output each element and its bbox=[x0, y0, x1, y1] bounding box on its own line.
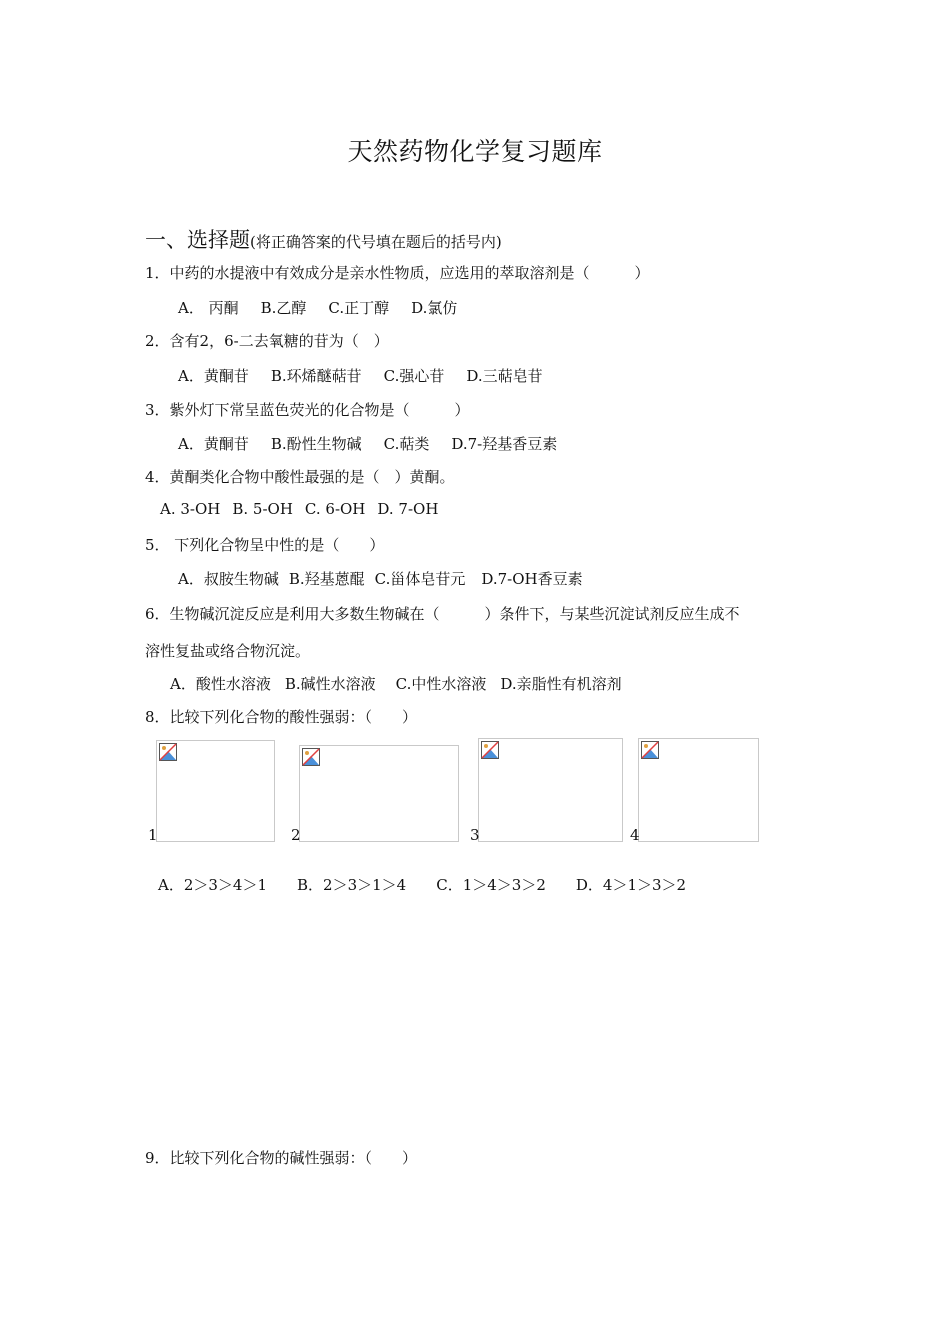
option: D.7-OH香豆素 bbox=[481, 570, 583, 588]
question-5-options bbox=[178, 568, 605, 589]
section-note: (将正确答案的代号填在题后的括号内) bbox=[250, 233, 502, 251]
option: D．4＞1＞3＞2 bbox=[575, 876, 687, 894]
option: A．黄酮苷 bbox=[178, 367, 249, 385]
broken-image-icon bbox=[641, 741, 659, 759]
question-8-stem: 8．比较下列化合物的酸性强弱：（ ） bbox=[145, 708, 418, 726]
question-3-stem: 3．紫外灯下常呈蓝色荧光的化合物是（ ） bbox=[145, 401, 470, 419]
option: D.7-羟基香豆素 bbox=[451, 435, 558, 453]
question-6-options bbox=[170, 673, 644, 694]
broken-image-icon bbox=[302, 748, 320, 766]
option: A． 丙酮 bbox=[178, 299, 239, 317]
option: D.三萜皂苷 bbox=[466, 367, 543, 385]
question-2-options bbox=[178, 365, 565, 386]
option: B．2＞3＞1＞4 bbox=[297, 876, 407, 894]
figure-label-4: 4 bbox=[630, 826, 640, 844]
structure-image-3 bbox=[478, 738, 623, 842]
structure-image-2 bbox=[299, 745, 459, 842]
question-6-stem: 6．生物碱沉淀反应是利用大多数生物碱在（ ）条件下，与某些沉淀试剂反应生成不 bbox=[145, 605, 740, 623]
option: B.碱性水溶液 bbox=[284, 675, 376, 693]
broken-image-icon bbox=[159, 743, 177, 761]
question-2-stem: 2．含有2，6-二去氧糖的苷为（ ） bbox=[145, 332, 389, 350]
option: C.甾体皂苷元 bbox=[374, 570, 466, 588]
option: D. 7-OH bbox=[377, 500, 439, 518]
question-9-stem: 9．比较下列化合物的碱性强弱：（ ） bbox=[145, 1149, 418, 1167]
page-title: 天然药物化学复习题库 bbox=[347, 137, 603, 166]
option: A．2＞3＞4＞1 bbox=[158, 876, 268, 894]
option: A．黄酮苷 bbox=[178, 435, 249, 453]
option: C．1＞4＞3＞2 bbox=[436, 876, 546, 894]
option: B.环烯醚萜苷 bbox=[270, 367, 362, 385]
option: B. 5-OH bbox=[232, 500, 293, 518]
question-4-stem: 4．黄酮类化合物中酸性最强的是（ ）黄酮。 bbox=[145, 468, 455, 486]
option: C.正丁醇 bbox=[328, 299, 390, 317]
option: A．叔胺生物碱 bbox=[178, 570, 279, 588]
option: B.羟基蒽醌 bbox=[288, 570, 365, 588]
section-heading bbox=[145, 224, 502, 254]
figure-label-3: 3 bbox=[470, 826, 480, 844]
figure-label-1: 1 bbox=[148, 826, 158, 844]
option: A．酸性水溶液 bbox=[170, 675, 271, 693]
figure-label-2: 2 bbox=[291, 826, 301, 844]
question-3-options bbox=[178, 433, 579, 454]
option: B.酚性生物碱 bbox=[270, 435, 362, 453]
option: C.强心苷 bbox=[383, 367, 445, 385]
option: A. 3-OH bbox=[160, 500, 221, 518]
question-1-options bbox=[178, 297, 479, 318]
option: C.中性水溶液 bbox=[395, 675, 487, 693]
option: D.亲脂性有机溶剂 bbox=[500, 675, 622, 693]
question-8-options bbox=[158, 874, 708, 895]
option: C. 6-OH bbox=[304, 500, 366, 518]
broken-image-icon bbox=[481, 741, 499, 759]
question-4-options bbox=[160, 500, 450, 518]
question-6-stem-cont: 溶性复盐或络合物沉淀。 bbox=[145, 642, 311, 660]
option: B.乙醇 bbox=[260, 299, 307, 317]
question-5-stem: 5． 下列化合物呈中性的是（ ） bbox=[145, 536, 385, 554]
question-1-stem: 1．中药的水提液中有效成分是亲水性物质，应选用的萃取溶剂是（ ） bbox=[145, 264, 650, 282]
option: C.萜类 bbox=[383, 435, 430, 453]
option: D.氯仿 bbox=[411, 299, 458, 317]
structure-image-4 bbox=[638, 738, 759, 842]
section-title: 一、选择题 bbox=[145, 228, 250, 252]
structure-image-1 bbox=[156, 740, 275, 842]
